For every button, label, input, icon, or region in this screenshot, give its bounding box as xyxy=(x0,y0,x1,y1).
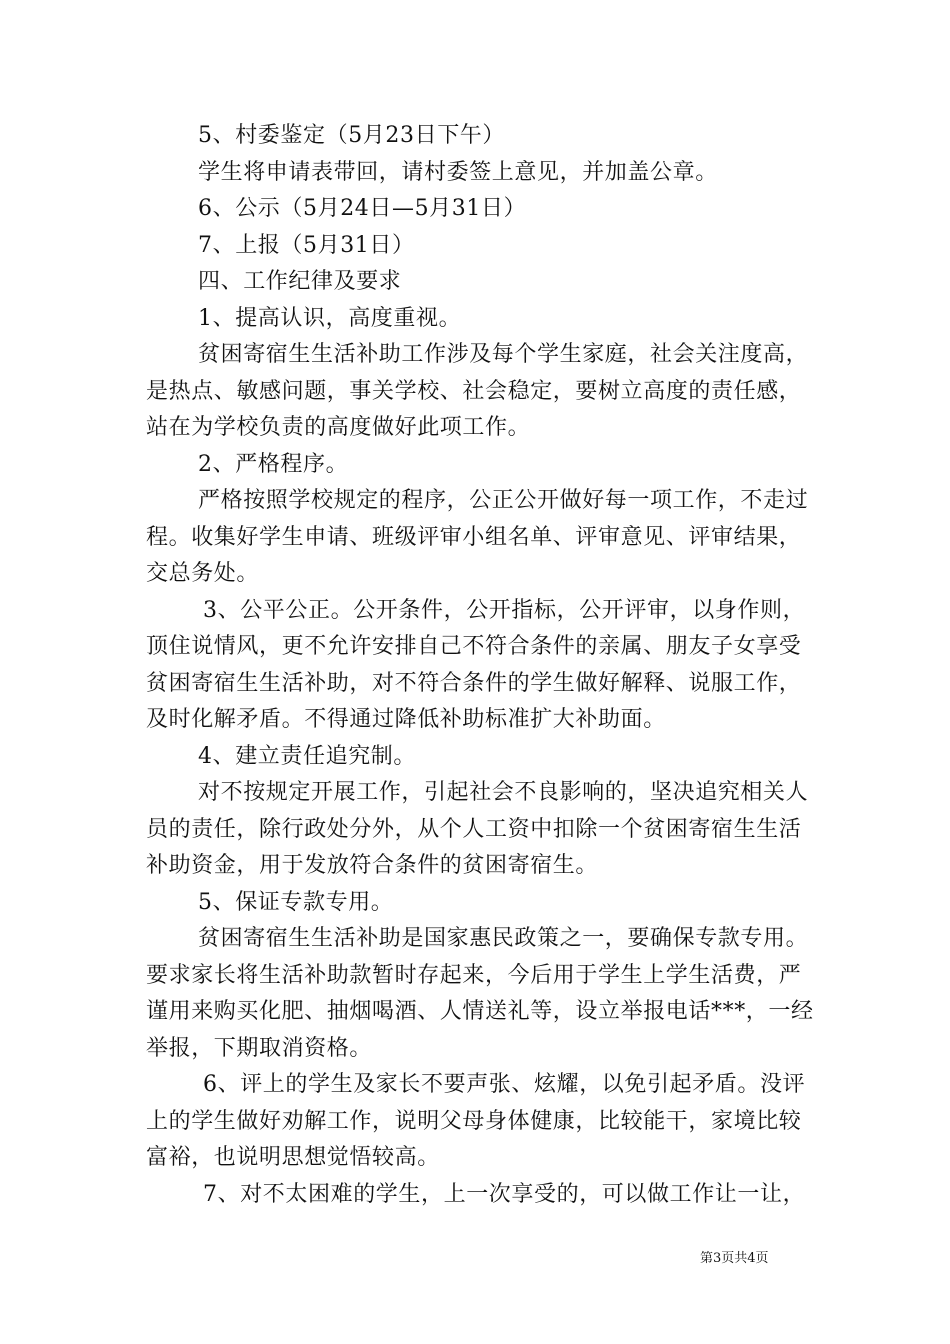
text-line: 是热点、敏感问题，事关学校、社会稳定，要树立高度的责任感， xyxy=(146,378,802,404)
document-body xyxy=(146,118,816,1213)
text-line: 7、上报（5月31日） xyxy=(198,232,415,258)
text-line: 顶住说情风，更不允许安排自己不符合条件的亲属、朋友子女享受 xyxy=(146,634,802,659)
text-line: 贫困寄宿生生活补助，对不符合条件的学生做好解释、说服工作， xyxy=(146,670,802,696)
text-line: 贫困寄宿生生活补助工作涉及每个学生家庭，社会关注度高， xyxy=(198,342,809,367)
text-line: 程。收集好学生申请、班级评审小组名单、评审意见、评审结果， xyxy=(146,524,802,550)
text-line: 3、公平公正。公开条件，公开指标，公开评审，以身作则， xyxy=(203,597,806,623)
text-line: 贫困寄宿生生活补助是国家惠民政策之一，要确保专款专用。 xyxy=(198,926,809,951)
text-line: 严格按照学校规定的程序，公正公开做好每一项工作，不走过 xyxy=(198,488,809,513)
text-line: 7、对不太困难的学生，上一次享受的，可以做工作让一让， xyxy=(203,1181,806,1207)
text-line: 5、保证专款专用。 xyxy=(198,889,394,915)
text-line: 4、建立责任追究制。 xyxy=(198,743,416,769)
text-line: 站在为学校负责的高度做好此项工作。 xyxy=(146,415,531,440)
text-line: 要求家长将生活补助款暂时存起来，今后用于学生上学生活费，严 xyxy=(146,962,802,988)
text-line: 富裕，也说明思想觉悟较高。 xyxy=(146,1145,440,1170)
text-line: 及时化解矛盾。不得通过降低补助标准扩大补助面。 xyxy=(146,707,666,732)
text-line: 补助资金，用于发放符合条件的贫困寄宿生。 xyxy=(146,853,599,878)
text-line: 6、公示（5月24日—5月31日） xyxy=(198,196,527,221)
text-line: 交总务处。 xyxy=(146,561,260,586)
text-line: 1、提高认识，高度重视。 xyxy=(198,305,462,331)
text-line: 2、严格程序。 xyxy=(198,451,349,477)
text-line: 举报，下期取消资格。 xyxy=(146,1035,373,1061)
text-line: 学生将申请表带回，请村委签上意见，并加盖公章。 xyxy=(198,159,718,185)
text-line: 6、评上的学生及家长不要声张、炫耀，以免引起矛盾。没评 xyxy=(203,1072,806,1097)
text-line: 谨用来购买化肥、抽烟喝酒、人情送礼等，设立举报电话***，一经 xyxy=(146,999,814,1024)
text-line: 对不按规定开展工作，引起社会不良影响的，坚决追究相关人 xyxy=(198,780,809,805)
page-number-footer: 第3页共4页 xyxy=(700,1251,769,1266)
text-line: 5、村委鉴定（5月23日下午） xyxy=(198,123,505,148)
text-line: 上的学生做好劝解工作，说明父母身体健康，比较能干，家境比较 xyxy=(146,1108,802,1134)
text-line: 员的责任，除行政处分外，从个人工资中扣除一个贫困寄宿生生活 xyxy=(146,816,802,842)
text-line: 四、工作纪律及要求 xyxy=(198,269,402,294)
